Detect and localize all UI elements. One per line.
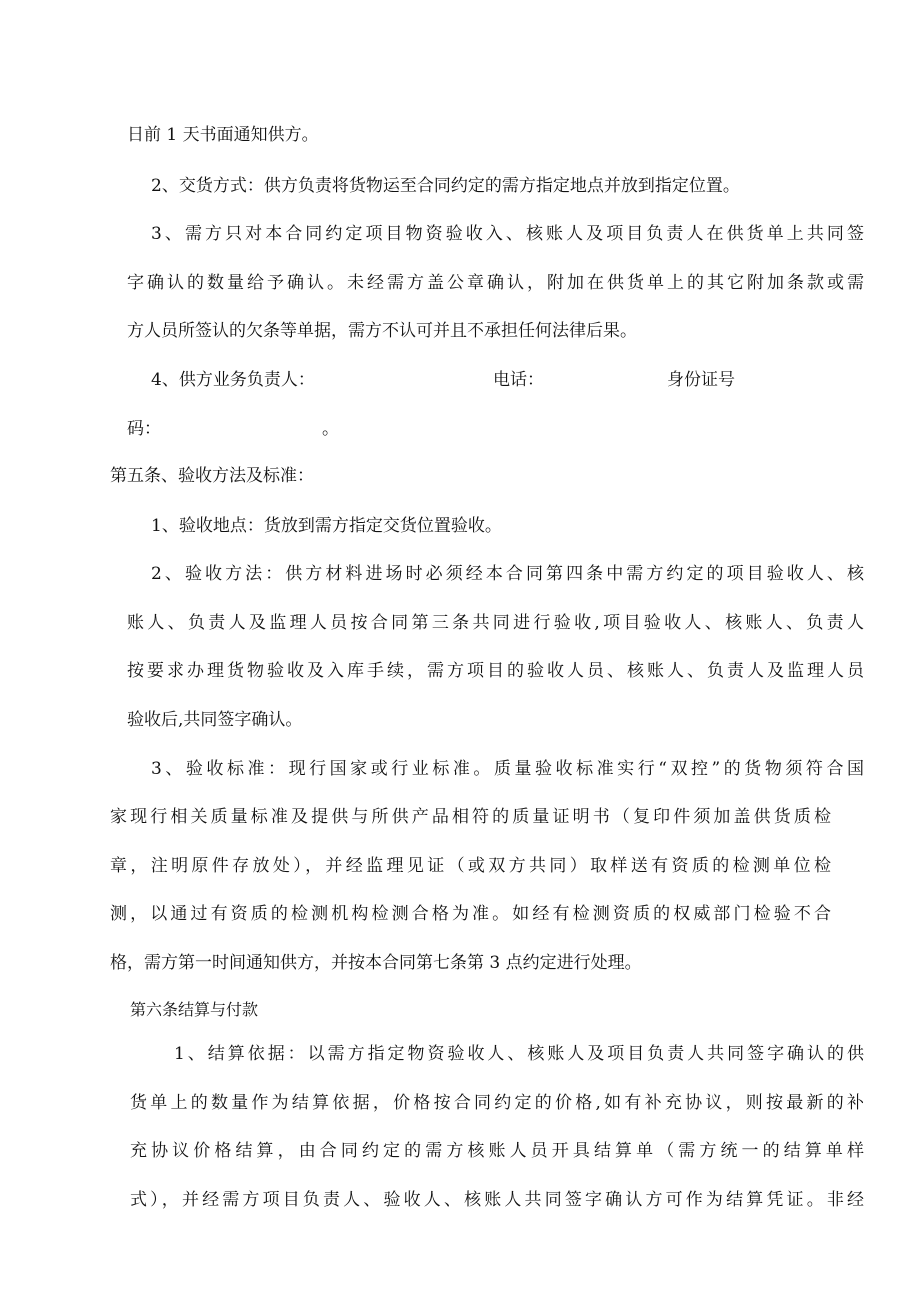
text-line: 1、结算依据：以需方指定物资验收人、核账人及项目负责人共同签字确认的供 <box>174 1044 864 1064</box>
text-line: 日前 1 天书面通知供方。 <box>127 125 319 145</box>
id-number-label-cont: 码： <box>127 419 161 439</box>
text-line: 充协议价格结算，由合同约定的需方核账人员开具结算单（需方统一的结算单样 <box>130 1141 864 1161</box>
text-line: 式），并经需方项目负责人、验收人、核账人共同签字确认方可作为结算凭证。非经 <box>130 1190 864 1210</box>
section-heading: 第五条、验收方法及标准： <box>110 466 314 486</box>
text-line: 字确认的数量给予确认。未经需方盖公章确认，附加在供货单上的其它附加条款或需 <box>127 273 864 293</box>
text-line: 2、交货方式：供方负责将货物运至合同约定的需方指定地点并放到指定位置。 <box>151 176 740 196</box>
text-line: 3、验收标准：现行国家或行业标准。质量验收标准实行“双控”的货物须符合国 <box>151 759 864 779</box>
text-line: 账人、负责人及监理人员按合同第三条共同进行验收,项目验收人、核账人、负责人 <box>127 613 864 633</box>
section-heading: 第六条结算与付款 <box>130 1000 259 1019</box>
text-line: 方人员所签认的欠条等单据，需方不认可并且不承担任何法律后果。 <box>127 321 637 341</box>
text-line: 章，注明原件存放处），并经监理见证（或双方共同）取样送有资质的检测单位检 <box>110 856 831 876</box>
text-line: 货单上的数量作为结算依据，价格按合同约定的价格,如有补充协议，则按最新的补 <box>130 1093 864 1113</box>
text-line: 按要求办理货物验收及入库手续，需方项目的验收人员、核账人、负责人及监理人员 <box>127 661 864 681</box>
text-line: 1、验收地点：货放到需方指定交货位置验收。 <box>151 516 502 536</box>
text-line: 3、需方只对本合同约定项目物资验收入、核账人及项目负责人在供货单上共同签 <box>151 224 864 244</box>
text-line: 家现行相关质量标准及提供与所供产品相符的质量证明书（复印件须加盖供货质检 <box>110 807 831 827</box>
text-line: 测，以通过有资质的检测机构检测合格为准。如经有检测资质的权威部门检验不合 <box>110 904 831 924</box>
supplier-contact-label: 4、供方业务负责人： <box>151 370 315 390</box>
id-number-label: 身份证号 <box>667 370 735 390</box>
text-line: 格，需方第一时间通知供方，并按本合同第七条第 3 点约定进行处理。 <box>110 953 642 973</box>
period-mark: 。 <box>322 419 339 439</box>
text-line: 2、验收方法：供方材料进场时必须经本合同第四条中需方约定的项目验收人、核 <box>151 564 864 584</box>
phone-label: 电话： <box>493 370 544 390</box>
text-line: 验收后,共同签字确认。 <box>127 710 303 730</box>
